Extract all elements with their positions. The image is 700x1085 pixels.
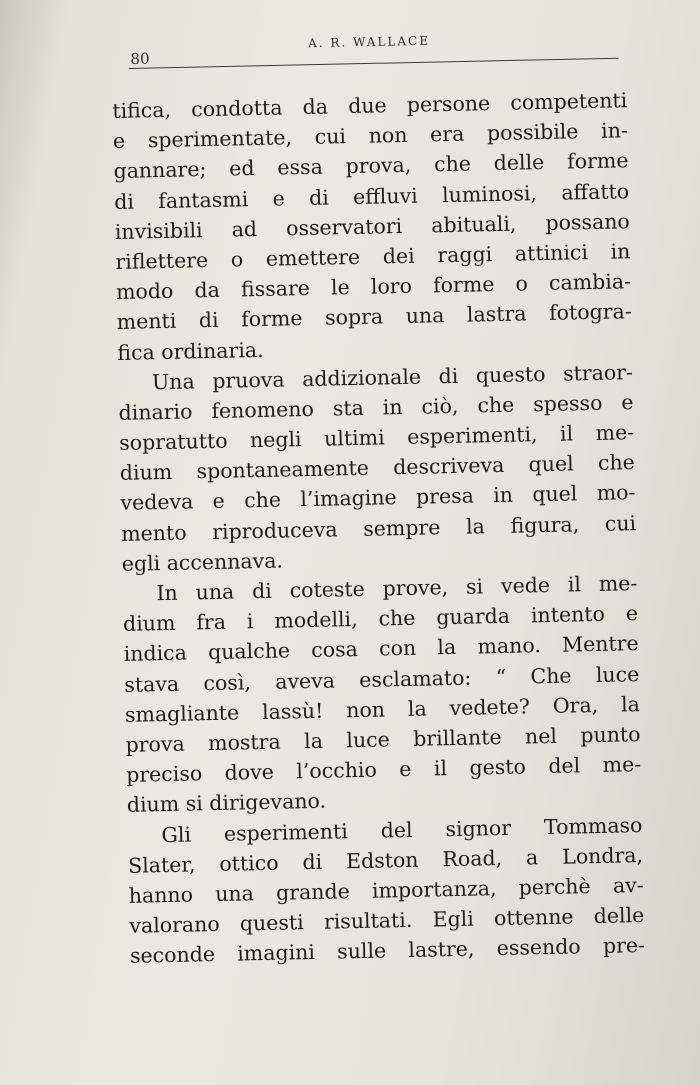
header-rule bbox=[129, 58, 619, 69]
text-line: prova mostra la luce brillante nel punto bbox=[125, 722, 641, 757]
page-header bbox=[128, 28, 619, 70]
text-line: preciso dove l’occhio e il gesto del me- bbox=[125, 752, 642, 787]
text-line: hanno una grande importanza, perchè av- bbox=[128, 872, 644, 908]
running-head: A. R. WALLACE bbox=[308, 33, 431, 51]
text-line: Una pruova addizionale di questo straor- bbox=[151, 359, 634, 394]
text-line: egli accennava. bbox=[121, 548, 284, 576]
text-line: Gli esperimenti del signor Tommaso bbox=[161, 812, 643, 847]
text-line: stava così, aveva esclamato: “ Che luce bbox=[124, 661, 640, 697]
text-line: tifica, condotta da due persone competenti bbox=[112, 88, 628, 123]
text-line: valorano questi risultati. Egli ottenne delle bbox=[129, 903, 645, 938]
text-line: modo da fissare le loro forme o cambia- bbox=[115, 269, 632, 305]
text-line: riflettere o emettere dei raggi attinici in bbox=[115, 239, 631, 274]
text-line: dium fra i modelli, che guarda intento e bbox=[122, 601, 639, 637]
text-line: dinario fenomeno sta in ciò, che spesso e bbox=[118, 390, 634, 425]
text-line: vedeva e che l’imagine presa in quel mo- bbox=[120, 480, 636, 516]
text-line: dium si dirigevano. bbox=[126, 788, 327, 818]
text-line: fica ordinaria. bbox=[117, 337, 264, 365]
text-line: mento riproduceva sempre la figura, cui bbox=[120, 510, 637, 546]
text-line: smagliante lassù! non la vedete? Ora, la bbox=[124, 691, 641, 727]
text-line: e sperimentate, cui non era possibile in- bbox=[112, 118, 629, 154]
text-line: gannare; ed essa prova, che delle forme bbox=[113, 148, 629, 184]
text-line: indica qualche cosa con la mano. Mentre bbox=[123, 631, 639, 667]
text-line: In una di coteste prove, si vede il me- bbox=[156, 571, 638, 606]
text-line: menti di forme sopra una lastra fotogra- bbox=[116, 299, 632, 335]
text-line: dium spontaneamente descriveva quel che bbox=[119, 450, 636, 486]
text-line: Slater, ottico di Edston Road, a Londra, bbox=[127, 842, 644, 878]
text-line: invisibili ad osservatori abituali, possano bbox=[114, 208, 630, 244]
page-number: 80 bbox=[130, 49, 150, 68]
body-text bbox=[112, 85, 645, 971]
text-line: sopratutto negli ultimi esperimenti, il me- bbox=[119, 420, 635, 455]
text-line: di fantasmi e di effluvi luminosi, affatto bbox=[113, 178, 630, 214]
text-line: seconde imagini sulle lastre, essendo pre- bbox=[129, 933, 646, 969]
